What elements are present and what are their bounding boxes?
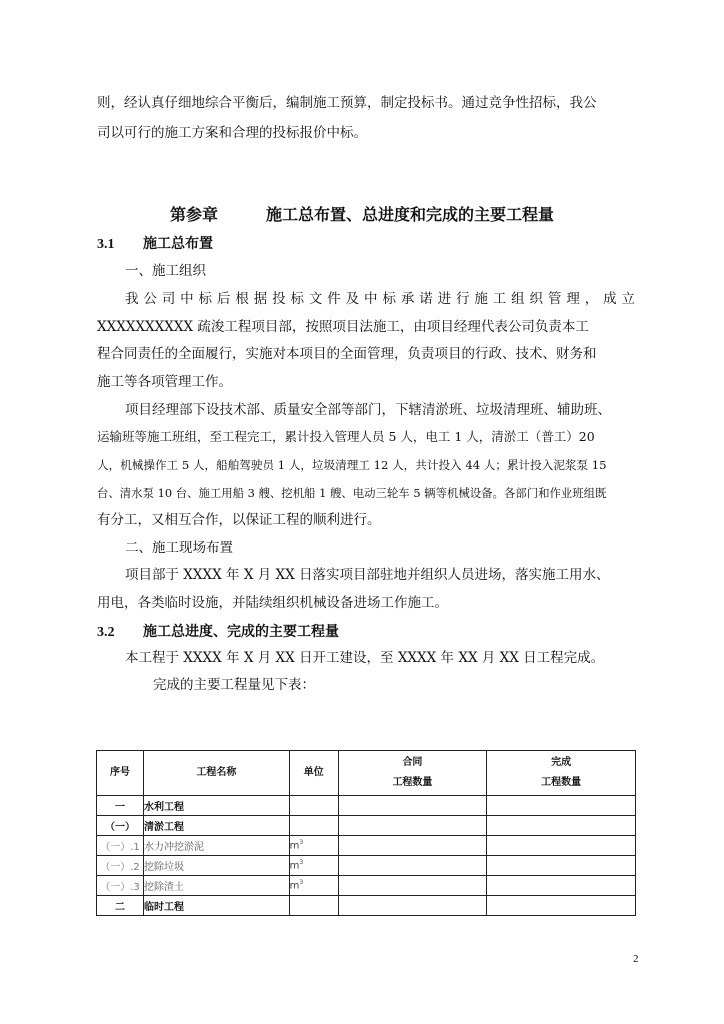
table-row — [97, 816, 636, 836]
row-unit — [289, 836, 338, 856]
row-name: 临时工程 — [143, 896, 289, 916]
row-name: 挖除渣土 — [143, 876, 289, 896]
para3-line-1: 项目部于 XXXX 年 X 月 XX 日落实项目部驻地并组织人员进场，落实施工用水、 — [125, 567, 610, 583]
row-contract-qty — [338, 816, 487, 836]
chapter-number: 第参章 — [170, 205, 219, 224]
row-unit — [289, 856, 338, 876]
header-done-line2: 工程数量 — [541, 777, 582, 788]
unit-sup: 3 — [299, 859, 304, 867]
quantities-table — [96, 750, 636, 916]
para1-line-1: 我公司中标后根据投标文件及中标承诺进行施工组织管理，成立 — [125, 291, 635, 307]
row-no: （一）.3 — [97, 876, 144, 896]
row-contract-qty — [338, 796, 487, 816]
para4: 本工程于 XXXX 年 X 月 XX 日开工建设，至 XXXX 年 XX 月 XX 日工程完成。 — [125, 650, 605, 666]
row-done-qty — [487, 836, 636, 856]
row-contract-qty — [338, 856, 487, 876]
row-name: 水力冲挖淤泥 — [143, 836, 289, 856]
row-no: （一）.1 — [97, 836, 144, 856]
header-name: 工程名称 — [143, 751, 289, 796]
section-number: 3.1 — [97, 237, 115, 252]
row-no: 二 — [97, 896, 144, 916]
row-name: 挖除垃圾 — [143, 856, 289, 876]
row-no: （一）.2 — [97, 856, 144, 876]
row-contract-qty — [338, 836, 487, 856]
section-number: 3.2 — [97, 625, 115, 640]
section-3-2-heading — [97, 621, 339, 641]
para5: 完成的主要工程量见下表： — [153, 677, 315, 693]
section-title: 施工总布置 — [143, 236, 213, 252]
row-done-qty — [487, 856, 636, 876]
para2-line-5: 有分工，又相互合作，以保证工程的顺利进行。 — [97, 512, 381, 528]
para1-line-4: 施工等各项管理工作。 — [97, 374, 232, 390]
row-unit — [289, 896, 338, 916]
row-done-qty — [487, 796, 636, 816]
row-unit — [289, 796, 338, 816]
row-name: 清淤工程 — [143, 816, 289, 836]
row-name: 水利工程 — [143, 796, 289, 816]
para2-line-3: 人，机械操作工 5 人，船舶驾驶员 1 人，垃圾清理工 12 人，共计投入 44 人；累计投入泥浆泵 15 — [97, 458, 607, 472]
unit-sup: 3 — [299, 879, 304, 887]
table-row — [97, 856, 636, 876]
unit-text: m — [289, 860, 300, 872]
row-done-qty — [487, 876, 636, 896]
section-title: 施工总进度、完成的主要工程量 — [143, 624, 339, 640]
row-done-qty — [487, 816, 636, 836]
unit-text: m — [289, 880, 300, 892]
subheading-organization: 一、施工组织 — [125, 263, 206, 279]
para1-line-2: XXXXXXXXXX 疏浚工程项目部，按照项目法施工，由项目经理代表公司负责本工 — [97, 319, 589, 335]
row-unit — [289, 816, 338, 836]
table-row — [97, 876, 636, 896]
row-done-qty — [487, 896, 636, 916]
row-contract-qty — [338, 876, 487, 896]
chapter-title: 施工总布置、总进度和完成的主要工程量 — [266, 205, 555, 224]
para3-line-2: 用电，各类临时设施，并陆续组织机械设备进场工作施工。 — [97, 595, 448, 611]
chapter-heading — [170, 202, 554, 225]
header-unit: 单位 — [289, 751, 338, 796]
table-row — [97, 836, 636, 856]
header-contract-line2: 工程数量 — [392, 777, 433, 788]
para2-line-4: 台、清水泵 10 台、施工用船 3 艘、挖机船 1 艘、电动三轮车 5 辆等机械设备。各部门和作业班组既 — [97, 486, 607, 500]
header-done-line1: 完成 — [551, 757, 572, 768]
para2-line-1: 项目经理部下设技术部、质量安全部等部门，下辖清淤班、垃圾清理班、辅助班、 — [125, 402, 611, 418]
row-no: 一 — [97, 796, 144, 816]
header-no: 序号 — [97, 751, 144, 796]
table-header-row — [97, 751, 636, 796]
row-unit — [289, 876, 338, 896]
unit-sup: 3 — [299, 839, 304, 847]
unit-text: m — [289, 840, 300, 852]
para1-line-3: 程合同责任的全面履行，实施对本项目的全面管理，负责项目的行政、技术、财务和 — [97, 346, 597, 362]
para2-line-2: 运输班等施工班组，至工程完工，累计投入管理人员 5 人，电工 1 人，清淤工（普工）20 — [97, 429, 595, 444]
table-row — [97, 796, 636, 816]
header-contract-qty — [338, 751, 487, 796]
intro-line-1: 则，经认真仔细地综合平衡后，编制施工预算，制定投标书。通过竞争性招标，我公 — [97, 95, 597, 111]
table-row — [97, 896, 636, 916]
header-contract-line1: 合同 — [402, 757, 423, 768]
subheading-site-layout: 二、施工现场布置 — [125, 540, 233, 556]
intro-line-2: 司以可行的施工方案和合理的投标报价中标。 — [97, 125, 367, 141]
row-contract-qty — [338, 896, 487, 916]
page-number: 2 — [633, 953, 639, 965]
row-no: （一） — [97, 816, 144, 836]
header-done-qty — [487, 751, 636, 796]
section-3-1-heading — [97, 233, 213, 253]
